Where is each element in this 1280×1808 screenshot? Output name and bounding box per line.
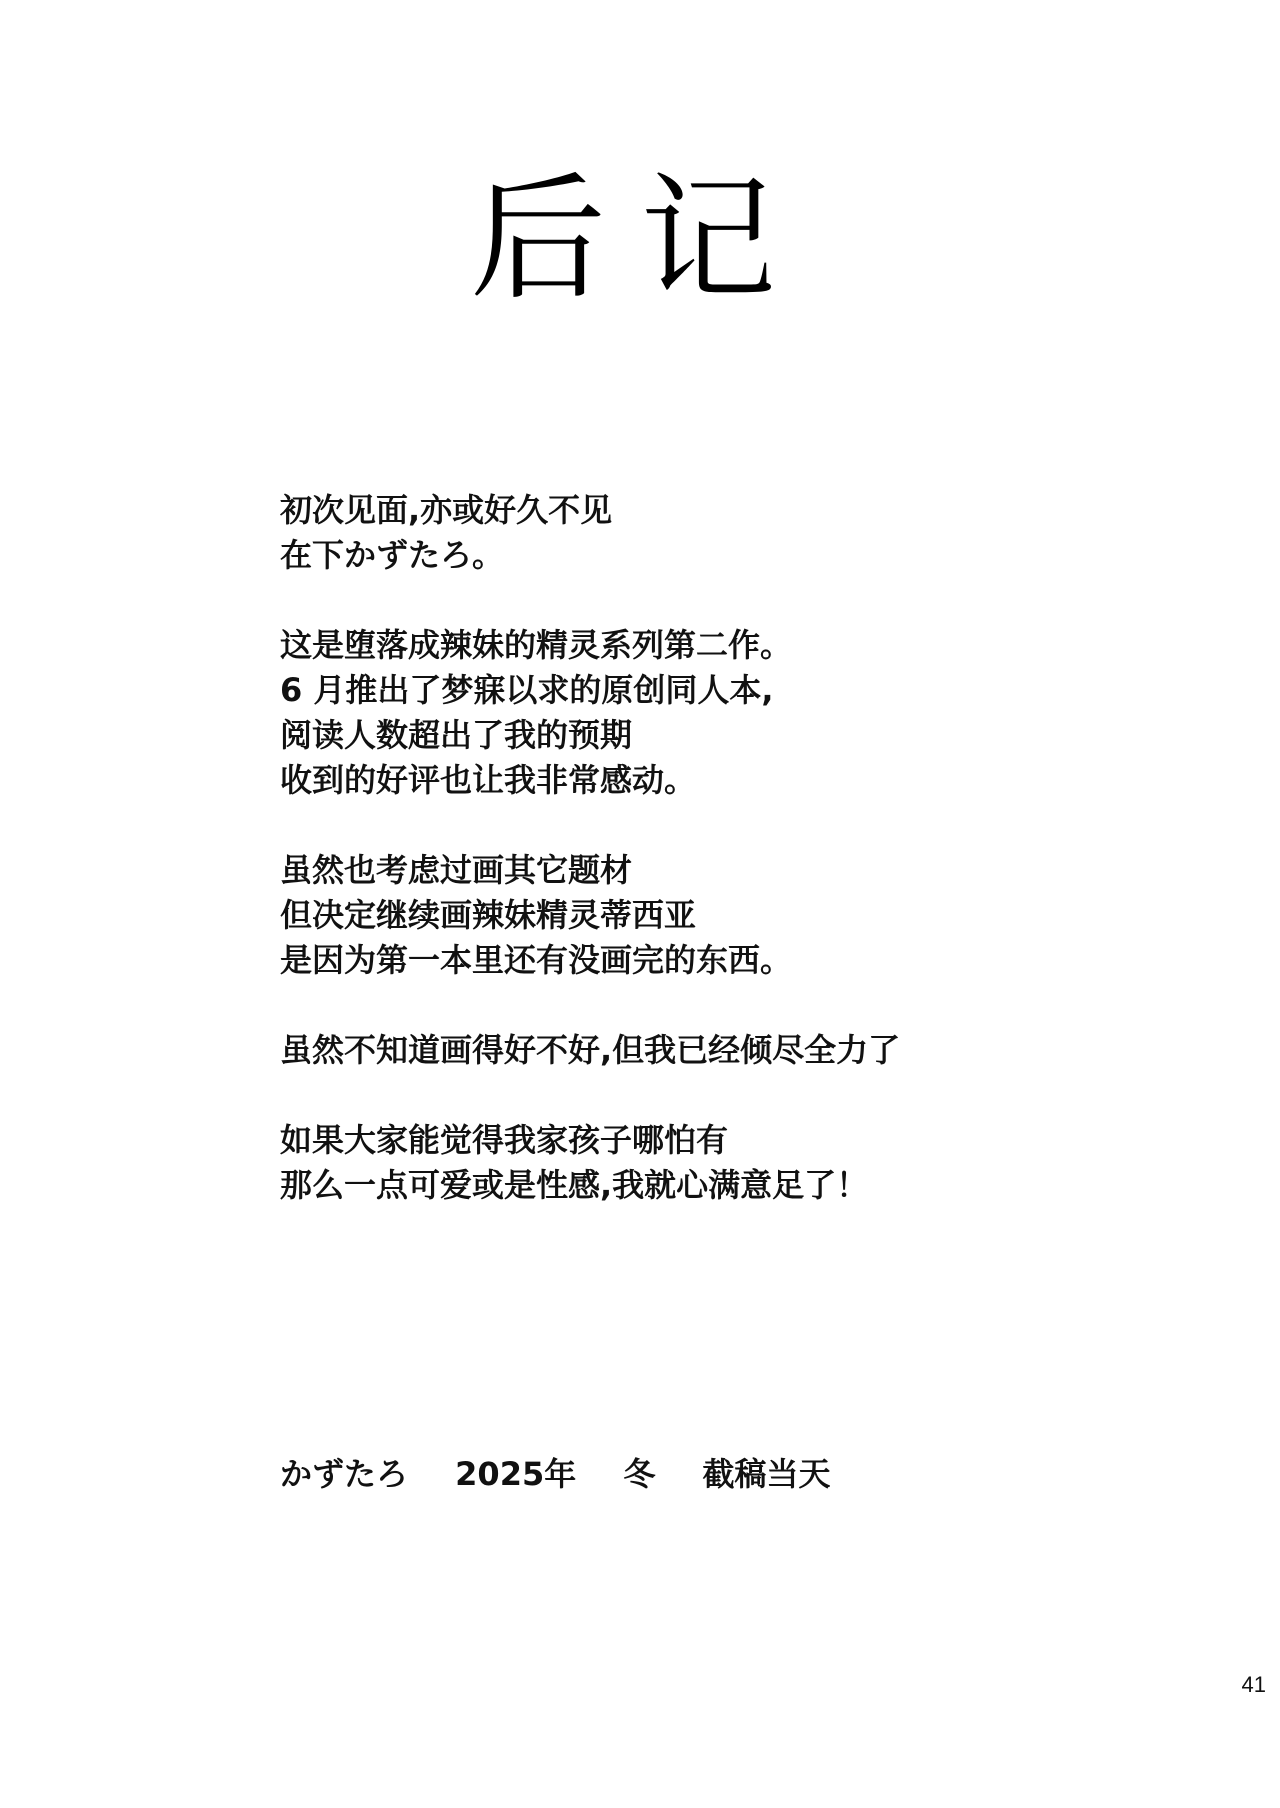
text-line: 收到的好评也让我非常感动。 <box>280 761 697 799</box>
paragraph-3 <box>280 848 1080 983</box>
paragraph-5 <box>280 1118 1080 1208</box>
signature-line <box>280 1452 1080 1497</box>
page-number: 41 <box>1241 1672 1266 1697</box>
text-line: 如果大家能觉得我家孩子哪怕有 <box>280 1121 729 1159</box>
signature-author: かずたろ <box>280 1455 409 1493</box>
text-line: 初次见面,亦或好久不见 <box>280 491 613 529</box>
paragraph-1 <box>280 488 1080 578</box>
text-line: 阅读人数超出了我的预期 <box>280 716 633 754</box>
page-title: 后记 <box>470 161 810 319</box>
signature-season: 冬 <box>623 1455 656 1493</box>
text-line: 这是堕落成辣妹的精灵系列第二作。 <box>280 626 793 664</box>
signature-year: 2025年 <box>455 1455 577 1493</box>
signature-note: 截稿当天 <box>702 1455 831 1493</box>
text-line: 但决定继续画辣妹精灵蒂西亚 <box>280 896 697 934</box>
afterword-body <box>280 488 1080 1253</box>
text-line: 6 月推出了梦寐以求的原创同人本, <box>280 671 774 709</box>
paragraph-2 <box>280 623 1080 803</box>
text-line: 是因为第一本里还有没画完的东西。 <box>280 941 793 979</box>
text-line: 那么一点可爱或是性感,我就心满意足了！ <box>280 1166 869 1204</box>
paragraph-4 <box>280 1028 1080 1073</box>
text-line: 在下かずたろ。 <box>280 536 505 574</box>
text-line: 虽然不知道画得好不好,但我已经倾尽全力了 <box>280 1031 901 1069</box>
text-line: 虽然也考虑过画其它题材 <box>280 851 633 889</box>
